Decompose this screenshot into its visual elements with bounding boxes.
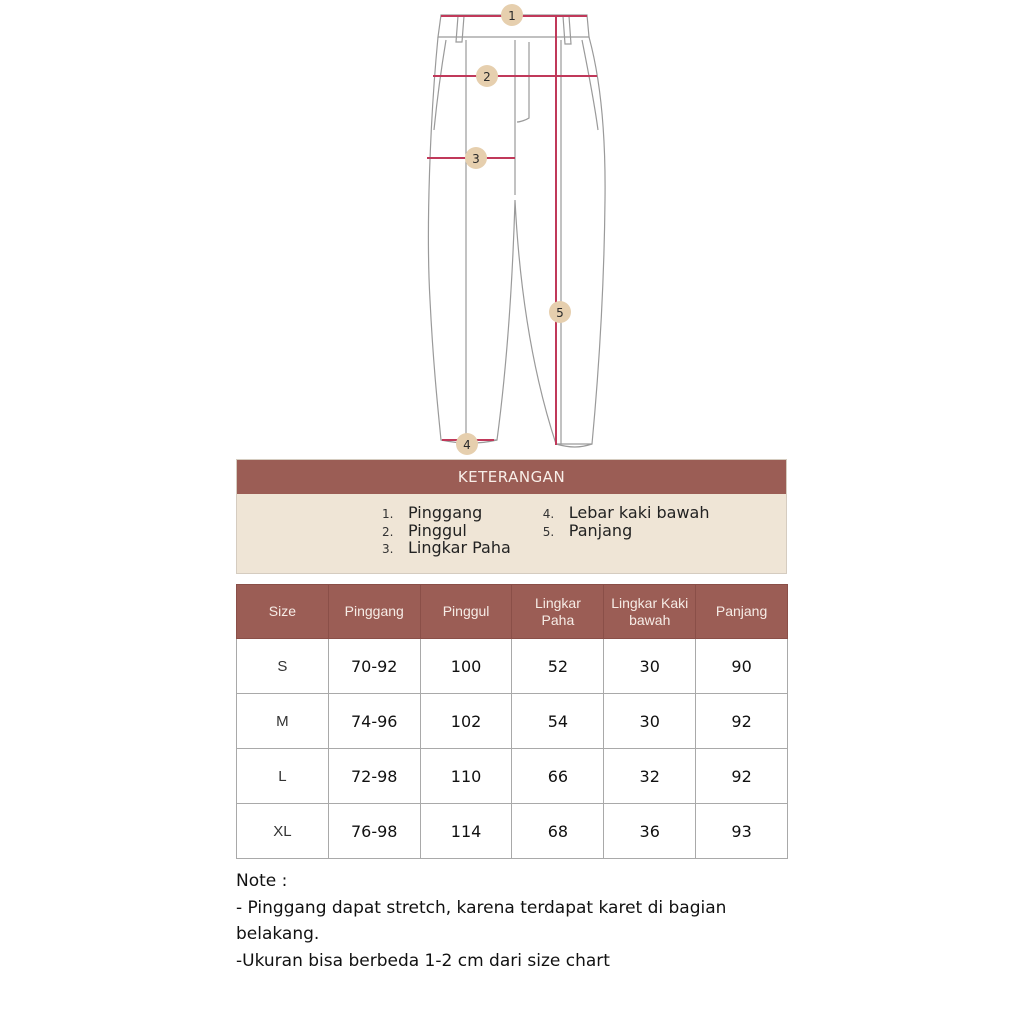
legend-item — [382, 521, 511, 539]
legend-number: 1. — [382, 507, 394, 521]
column-header — [604, 585, 696, 639]
value-cell: 32 — [604, 749, 696, 804]
note-title: Note : — [236, 871, 288, 891]
value-cell: 76-98 — [328, 804, 420, 859]
value-cell: 90 — [696, 639, 788, 694]
marker-label: 2 — [483, 70, 491, 84]
value-cell: 74-96 — [328, 694, 420, 749]
marker-label: 4 — [463, 438, 471, 452]
legend-box — [236, 459, 787, 574]
value-cell: 92 — [696, 749, 788, 804]
value-cell: 100 — [420, 639, 512, 694]
size-cell: XL — [237, 804, 329, 859]
column-header — [420, 585, 512, 639]
note-section — [236, 868, 796, 974]
value-cell: 114 — [420, 804, 512, 859]
table-row — [237, 804, 788, 859]
legend-number: 3. — [382, 542, 394, 556]
value-cell: 72-98 — [328, 749, 420, 804]
value-cell: 54 — [512, 694, 604, 749]
value-cell: 93 — [696, 804, 788, 859]
column-header-text: Lingkar Kaki — [611, 594, 689, 611]
size-cell: L — [237, 749, 329, 804]
table-row — [237, 694, 788, 749]
legend-label: Lingkar Paha — [408, 538, 511, 557]
legend-number: 4. — [542, 507, 555, 521]
table-row — [237, 639, 788, 694]
column-header-text: Pinggul — [442, 603, 490, 619]
column-header-text: Size — [268, 603, 297, 619]
column-header — [328, 585, 420, 639]
column-header — [512, 585, 604, 639]
size-cell: M — [237, 694, 329, 749]
legend-item — [382, 503, 511, 521]
legend-label: Pinggang — [408, 503, 483, 522]
legend-number: 2. — [382, 524, 394, 539]
column-header-text: Panjang — [715, 603, 768, 619]
marker-label: 1 — [508, 9, 516, 23]
belt-loop-left — [456, 16, 464, 42]
legend-label: Panjang — [568, 520, 633, 540]
value-cell: 30 — [604, 694, 696, 749]
legend-number: 5. — [542, 524, 555, 539]
legend-title: KETERANGAN — [237, 460, 786, 494]
legend-column-right — [543, 503, 710, 556]
value-cell: 110 — [420, 749, 512, 804]
belt-loop-right — [563, 16, 571, 44]
value-cell: 68 — [512, 804, 604, 859]
legend-item — [543, 503, 710, 521]
table-row — [237, 749, 788, 804]
column-header — [237, 585, 329, 639]
value-cell: 36 — [604, 804, 696, 859]
value-cell: 30 — [604, 639, 696, 694]
legend-item — [382, 538, 511, 556]
note-line: -Ukuran bisa berbeda 1-2 cm dari size chart — [236, 950, 610, 971]
value-cell: 66 — [512, 749, 604, 804]
legend-label: Lebar kaki bawah — [568, 503, 710, 522]
pants-diagram — [0, 0, 1024, 460]
column-header-text: bawah — [629, 611, 671, 628]
pants-outline — [428, 37, 605, 444]
value-cell: 92 — [696, 694, 788, 749]
note-line: - Pinggang dapat stretch, karena terdapat karet di bagian — [236, 897, 727, 918]
legend-label: Pinggul — [408, 520, 467, 540]
value-cell: 102 — [420, 694, 512, 749]
column-header-text: Paha — [541, 611, 575, 628]
column-header — [696, 585, 788, 639]
size-cell: S — [237, 639, 329, 694]
legend-column-left — [382, 503, 511, 556]
column-header-text: Pinggang — [344, 603, 404, 619]
note-line: belakang. — [236, 924, 320, 944]
column-header-text: Lingkar — [534, 594, 581, 611]
marker-label: 3 — [472, 152, 480, 166]
table-header-row — [237, 585, 788, 639]
legend-item — [543, 521, 710, 539]
marker-label: 5 — [556, 306, 564, 320]
size-table — [236, 584, 788, 859]
value-cell: 52 — [512, 639, 604, 694]
value-cell: 70-92 — [328, 639, 420, 694]
